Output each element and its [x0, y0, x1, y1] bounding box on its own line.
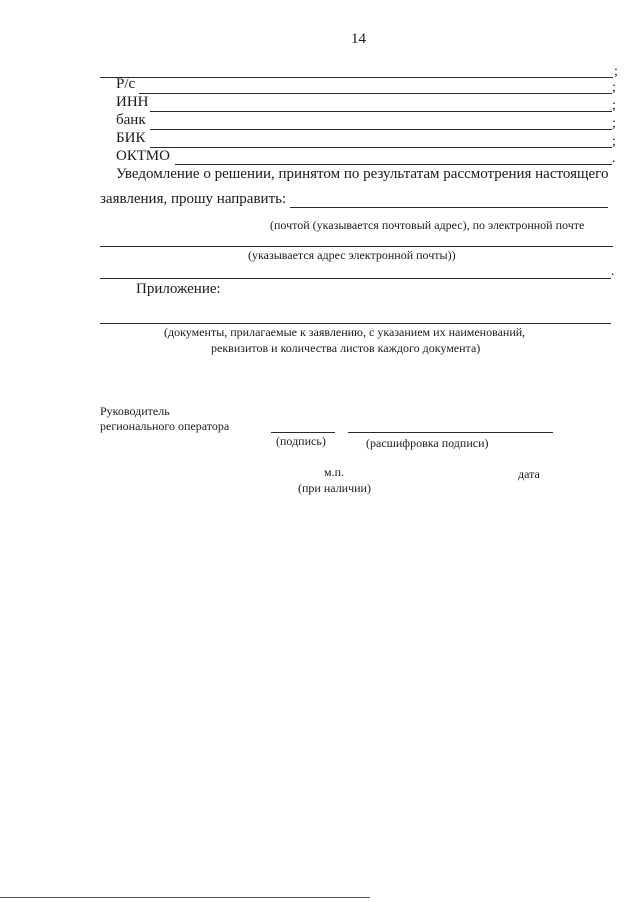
notice-line-1: Уведомление о решении, принятом по результатам рассмотрения настоящего: [116, 166, 609, 182]
notice-line-2: заявления, прошу направить:: [100, 191, 287, 207]
bik-label: БИК: [116, 130, 146, 146]
signature-decoding-line[interactable]: [348, 432, 553, 433]
bank-line[interactable]: [150, 129, 612, 130]
attachment-label: Приложение:: [136, 281, 221, 297]
notice-email-line[interactable]: [100, 278, 611, 279]
bik-end: ;: [612, 134, 616, 149]
bik-line[interactable]: [150, 147, 612, 148]
oktmo-label: ОКТМО: [116, 148, 170, 164]
notice-hint-1: (почтой (указывается почтовый адрес), по электронной почте: [270, 218, 585, 232]
inn-end: ;: [612, 98, 616, 113]
account-line[interactable]: [139, 93, 612, 94]
signatory-role-line-1: Руководитель: [100, 404, 170, 418]
notice-hint-2: (указывается адрес электронной почты)): [248, 248, 456, 262]
signature-line[interactable]: [271, 432, 335, 433]
details-first-line: [100, 77, 613, 78]
stamp-label: м.п.: [324, 465, 345, 479]
inn-label: ИНН: [116, 94, 149, 110]
date-label: дата: [518, 467, 540, 481]
attachment-line[interactable]: [100, 323, 611, 324]
signatory-role-line-2: регионального оператора: [100, 419, 230, 433]
notice-address-line[interactable]: [100, 246, 613, 247]
attachment-hint-2: реквизитов и количества листов каждого документа): [211, 341, 481, 355]
oktmo-line[interactable]: [175, 164, 612, 165]
details-first-line-end: ;: [614, 64, 618, 79]
signature-decoding-hint: (расшифровка подписи): [366, 436, 489, 450]
inn-line[interactable]: [150, 111, 612, 112]
bank-label: банк: [116, 112, 146, 128]
bottom-edge-line: [0, 897, 370, 898]
notice-end: .: [611, 264, 615, 279]
account-label: Р/с: [116, 76, 136, 92]
stamp-note: (при наличии): [298, 481, 371, 495]
bank-end: ;: [612, 116, 616, 131]
attachment-hint-1: (документы, прилагаемые к заявлению, с указанием их наименований,: [164, 325, 526, 339]
signature-hint: (подпись): [276, 434, 326, 448]
account-end: ;: [612, 80, 616, 95]
page-number: 14: [351, 31, 366, 47]
notice-method-line[interactable]: [290, 207, 608, 208]
oktmo-end: .: [612, 151, 616, 166]
